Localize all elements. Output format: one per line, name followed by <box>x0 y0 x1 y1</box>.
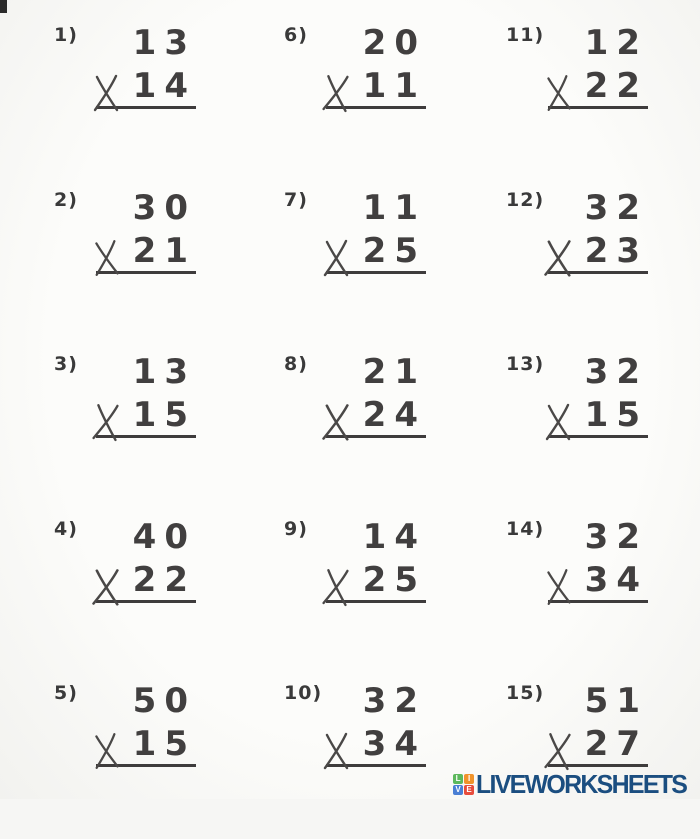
multiplication-problem <box>500 345 696 510</box>
multiply-sign <box>92 239 120 277</box>
equation-underline <box>96 559 196 603</box>
equation-underline <box>548 65 648 109</box>
equation-underline <box>326 65 426 109</box>
equation-underline <box>326 230 426 274</box>
problem-number: 13) <box>506 353 545 375</box>
multiply-x-icon <box>542 731 573 771</box>
bottom-operand: 27 <box>584 724 648 764</box>
bottom-operand: 14 <box>132 66 196 106</box>
equation-underline <box>96 230 196 274</box>
multiply-sign <box>92 74 120 112</box>
logo-tile-e: E <box>464 785 474 795</box>
problem-body <box>96 23 196 109</box>
multiplication-problem <box>500 181 696 346</box>
problem-body <box>326 681 426 767</box>
multiplication-problem <box>278 674 500 839</box>
problem-number: 4) <box>54 517 78 540</box>
multiply-x-icon <box>543 74 572 112</box>
top-operand: 12 <box>584 23 648 63</box>
problem-number: 2) <box>54 188 78 211</box>
multiply-sign <box>92 568 120 606</box>
bottom-operand: 34 <box>362 724 426 764</box>
multiplication-problem <box>48 345 278 510</box>
problem-number: 15) <box>506 682 545 704</box>
problems-grid <box>48 16 696 839</box>
bottom-operand: 21 <box>132 230 196 271</box>
problem-number: 3) <box>54 353 78 375</box>
multiply-x-icon <box>544 403 572 441</box>
problem-number: 12) <box>506 188 545 211</box>
multiply-sign <box>92 403 120 441</box>
problem-number: 7) <box>284 188 308 211</box>
problem-number: 6) <box>284 24 308 46</box>
problem-body <box>326 23 426 109</box>
problem-body <box>548 23 648 109</box>
liveworksheets-logo[interactable] <box>453 771 695 797</box>
multiply-x-icon <box>320 402 352 441</box>
problem-body <box>548 681 648 767</box>
problem-body <box>548 352 648 438</box>
multiply-sign <box>92 732 120 770</box>
multiply-x-icon <box>91 732 120 770</box>
multiply-x-icon <box>92 74 120 112</box>
bottom-operand: 15 <box>132 395 196 435</box>
logo-tile-v: V <box>453 785 463 795</box>
problem-number: 14) <box>506 517 545 540</box>
bottom-operand: 23 <box>584 230 648 271</box>
multiply-x-icon <box>322 239 350 277</box>
problem-body <box>548 516 648 603</box>
equation-underline <box>548 230 648 274</box>
multiplication-problem <box>48 510 278 675</box>
multiply-x-icon <box>90 567 122 606</box>
bottom-operand: 15 <box>132 724 196 764</box>
scan-artifact <box>0 0 7 13</box>
multiplication-problem <box>500 674 696 839</box>
multiply-x-icon <box>320 566 351 606</box>
multiply-sign <box>544 74 572 112</box>
problem-body <box>326 187 426 274</box>
multiply-x-icon <box>91 239 120 277</box>
top-operand: 20 <box>362 23 426 63</box>
problem-body <box>96 187 196 274</box>
bottom-operand: 22 <box>584 66 648 106</box>
bottom-operand: 34 <box>584 559 648 600</box>
multiply-sign <box>544 239 572 277</box>
equation-underline <box>548 559 648 603</box>
multiply-x-icon <box>320 73 351 113</box>
logo-tile-i: I <box>464 774 474 784</box>
equation-underline <box>96 723 196 767</box>
multiplication-problem <box>278 181 500 346</box>
multiplication-problem <box>48 674 278 839</box>
multiplication-problem <box>500 510 696 675</box>
bottom-operand: 11 <box>362 66 426 106</box>
bottom-operand: 15 <box>584 395 648 435</box>
top-operand: 30 <box>132 187 196 228</box>
equation-underline <box>326 394 426 438</box>
multiplication-problem <box>48 16 278 181</box>
top-operand: 40 <box>132 516 196 557</box>
problem-body <box>326 352 426 438</box>
problem-body <box>326 516 426 603</box>
equation-underline <box>96 394 196 438</box>
multiply-x-icon <box>322 732 350 770</box>
liveworksheets-tiles-icon <box>453 774 474 795</box>
problem-number: 11) <box>506 24 545 46</box>
problem-number: 5) <box>54 682 78 704</box>
top-operand: 13 <box>132 352 196 392</box>
top-operand: 51 <box>584 681 648 721</box>
multiply-sign <box>544 568 572 606</box>
problem-number: 10) <box>284 682 323 704</box>
equation-underline <box>548 723 648 767</box>
top-operand: 50 <box>132 681 196 721</box>
multiply-sign <box>322 732 350 770</box>
problem-body <box>96 681 196 767</box>
multiply-x-icon <box>90 402 121 442</box>
multiplication-problem <box>500 16 696 181</box>
top-operand: 32 <box>584 516 648 557</box>
multiply-x-icon <box>543 568 572 606</box>
problem-body <box>96 516 196 603</box>
multiply-sign <box>322 74 350 112</box>
problem-number: 8) <box>284 353 308 375</box>
top-operand: 32 <box>584 352 648 392</box>
bottom-operand: 24 <box>362 395 426 435</box>
top-operand: 21 <box>362 352 426 392</box>
multiplication-problem <box>48 181 278 346</box>
multiplication-problem <box>278 16 500 181</box>
multiply-sign <box>322 403 350 441</box>
problem-number: 1) <box>54 24 78 46</box>
equation-underline <box>96 65 196 109</box>
equation-underline <box>548 394 648 438</box>
equation-underline <box>326 559 426 603</box>
multiply-sign <box>544 403 572 441</box>
top-operand: 32 <box>362 681 426 721</box>
top-operand: 32 <box>584 187 648 228</box>
bottom-operand: 22 <box>132 559 196 600</box>
logo-tile-l: L <box>453 774 463 784</box>
multiplication-problem <box>278 510 500 675</box>
problem-body <box>96 352 196 438</box>
liveworksheets-logo-text: LIVEWORKSHEETS <box>476 769 687 799</box>
multiply-sign <box>544 732 572 770</box>
multiply-sign <box>322 239 350 277</box>
bottom-operand: 25 <box>362 230 426 271</box>
top-operand: 11 <box>362 187 426 228</box>
problem-body <box>548 187 648 274</box>
bottom-operand: 25 <box>362 559 426 600</box>
multiplication-problem <box>278 345 500 510</box>
top-operand: 14 <box>362 516 426 557</box>
multiply-x-icon <box>542 238 574 277</box>
multiply-sign <box>322 568 350 606</box>
top-operand: 13 <box>132 23 196 63</box>
problem-number: 9) <box>284 517 308 540</box>
equation-underline <box>326 723 426 767</box>
